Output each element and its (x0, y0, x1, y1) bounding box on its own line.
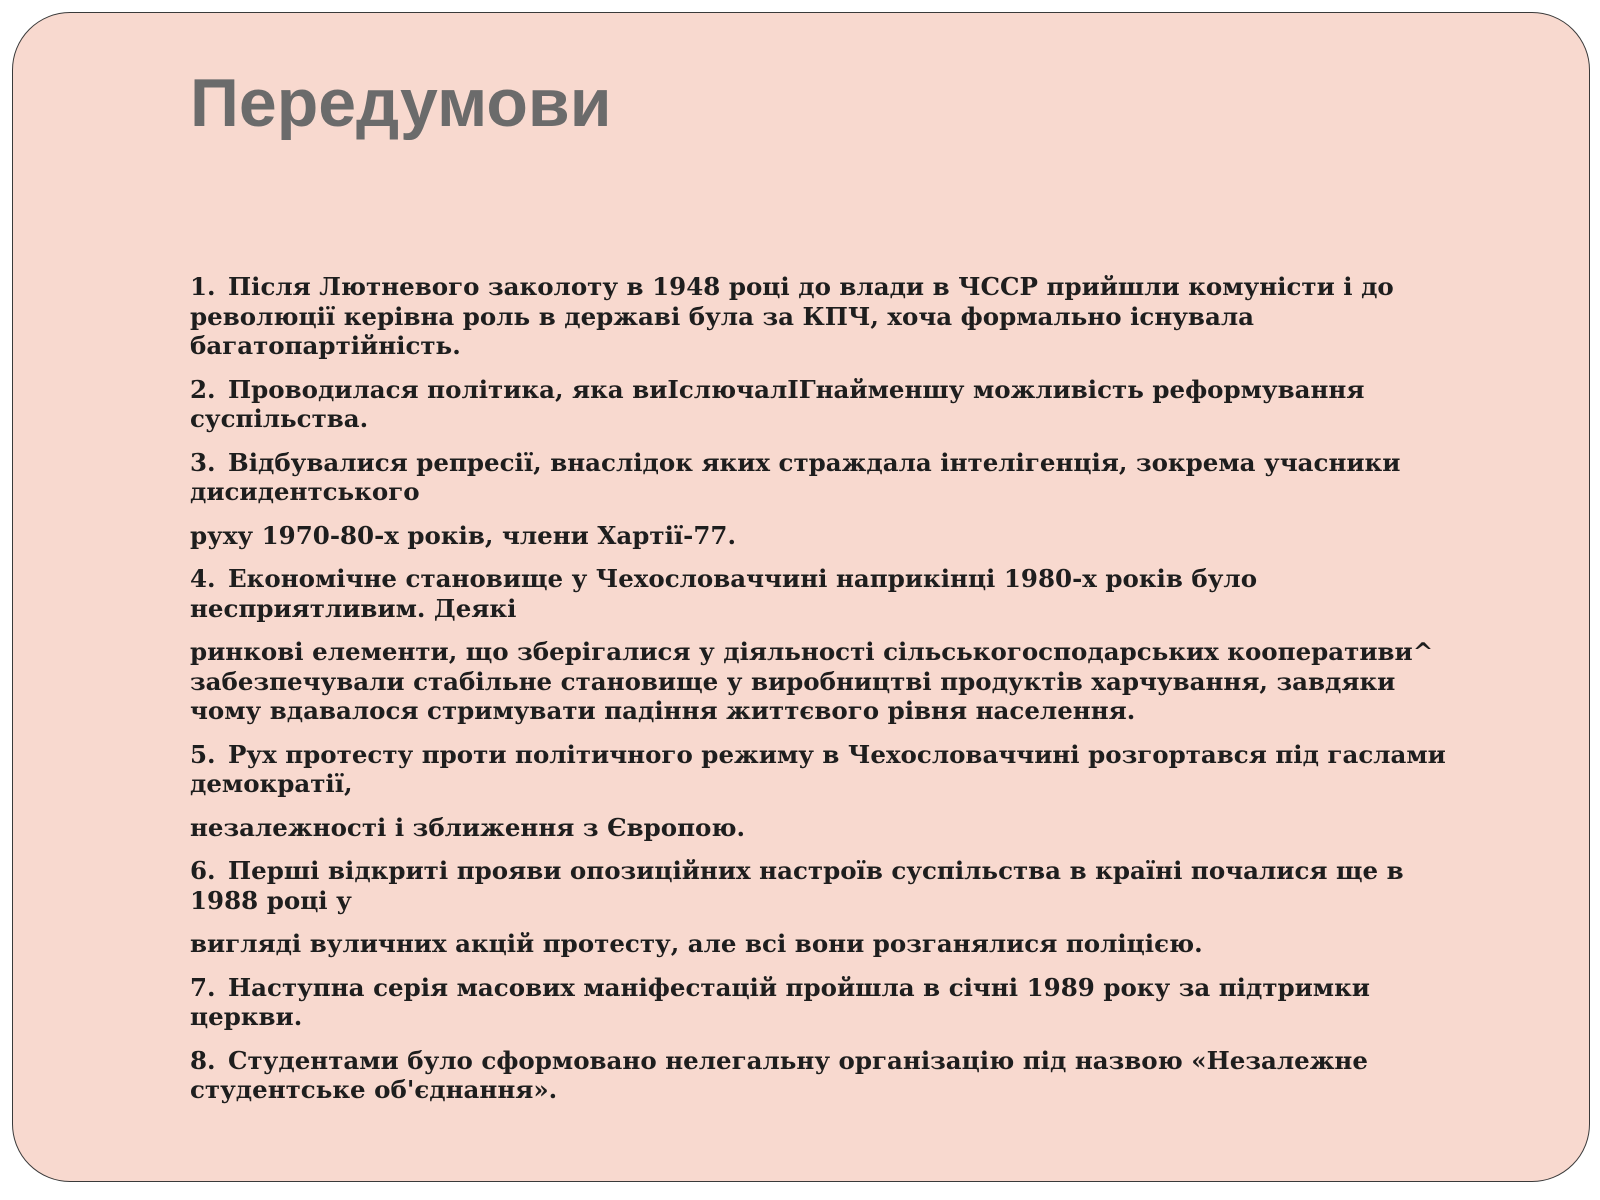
paragraph-number: 7. (190, 972, 216, 1002)
paragraph-text: Студентами було сформовано нелегальну організацію під назвою «Незалежне (228, 1045, 1368, 1075)
paragraph (190, 272, 1510, 361)
paragraph-text: вигляді вуличних акцій протесту, але всі вони розганялися поліцією. (190, 929, 1203, 958)
paragraph-line (190, 769, 1510, 799)
paragraph-line (190, 929, 1510, 959)
paragraph (190, 564, 1510, 623)
paragraph-text: чому вдавалося стримувати падіння життєвого рівня населення. (190, 696, 1136, 725)
paragraph (190, 813, 1510, 843)
paragraph (190, 1046, 1510, 1105)
paragraph-text: несприятливим. Деякі (190, 593, 517, 623)
paragraph-line (190, 886, 1510, 916)
paragraph-text: багатопартійність. (190, 331, 461, 360)
paragraph-line (190, 404, 1510, 434)
paragraph-line (190, 272, 1510, 302)
paragraph-line (190, 521, 1510, 551)
paragraph (190, 929, 1510, 959)
paragraph (190, 856, 1510, 915)
paragraph-line (190, 973, 1510, 1003)
paragraph-number: 6. (190, 856, 216, 885)
paragraph-line (190, 594, 1510, 624)
paragraph (190, 740, 1510, 799)
paragraph-text: руху 1970-80-х років, члени Хартії-77. (190, 520, 736, 550)
paragraph-number: 2. (190, 374, 216, 404)
paragraph-text: Економічне становище у Чехословаччині наприкінці 1980-х років було (228, 564, 1258, 593)
paragraph-text: суспільства. (190, 404, 369, 433)
paragraph-number: 5. (190, 739, 216, 769)
paragraph-line (190, 477, 1510, 507)
paragraph-number: 3. (190, 447, 216, 477)
paragraph-text: ринкові елементи, що зберігалися у діяльності сільськогосподарських кооперативи^ (190, 637, 1434, 666)
paragraph-text: студентське об'єднання». (190, 1075, 558, 1104)
paragraph (190, 375, 1510, 434)
paragraph-text: незалежності і зближення з Європою. (190, 812, 745, 842)
paragraph-number: 8. (190, 1045, 216, 1075)
paragraph-line (190, 302, 1510, 332)
paragraph-line (190, 1046, 1510, 1076)
paragraph-text: забезпечували стабільне становище у виробництві продуктів харчування, завдяки (190, 666, 1396, 696)
paragraph (190, 521, 1510, 551)
paragraph-line (190, 1075, 1510, 1105)
paragraph-text: Після Лютневого заколоту в 1948 році до влади в ЧССР прийшли комуністи і до (228, 272, 1394, 301)
paragraph-line (190, 1002, 1510, 1032)
paragraph-number: 4. (190, 564, 216, 593)
paragraph-text: церкви. (190, 1002, 303, 1031)
paragraph-line (190, 667, 1510, 697)
paragraph (190, 637, 1510, 726)
paragraph-line (190, 331, 1510, 361)
paragraph-line (190, 856, 1510, 886)
paragraph-line (190, 637, 1510, 667)
paragraph-text: дисидентського (190, 477, 420, 506)
paragraph-text: Наступна серія масових маніфестацій пройшла в січні 1989 року за підтримки (228, 972, 1370, 1002)
paragraph-line (190, 813, 1510, 843)
paragraph-line (190, 448, 1510, 478)
paragraph-text: Проводилася політика, яка виІслючалІГнайменшу можливість реформування (228, 374, 1365, 404)
slide-title: Передумови (190, 65, 612, 141)
paragraph-text: 1988 році у (190, 885, 352, 915)
paragraph-text: Рух протесту проти політичного режиму в Чехословаччині розгортався під гаслами (228, 739, 1446, 769)
paragraph-line (190, 696, 1510, 726)
slide-body (190, 272, 1510, 1119)
paragraph-line (190, 375, 1510, 405)
paragraph-text: Перші відкриті прояви опозиційних настроїв суспільства в країні почалися ще в (228, 856, 1404, 885)
paragraph-line (190, 740, 1510, 770)
paragraph-text: демократії, (190, 769, 353, 798)
paragraph-text: Відбувалися репресії, внаслідок яких страждала інтелігенція, зокрема учасники (228, 447, 1401, 477)
paragraph-line (190, 564, 1510, 594)
slide-frame (12, 12, 1590, 1182)
paragraph (190, 973, 1510, 1032)
paragraph-number: 1. (190, 272, 216, 301)
paragraph (190, 448, 1510, 507)
paragraph-text: революції керівна роль в державі була за КПЧ, хоча формально існувала (190, 301, 1254, 331)
